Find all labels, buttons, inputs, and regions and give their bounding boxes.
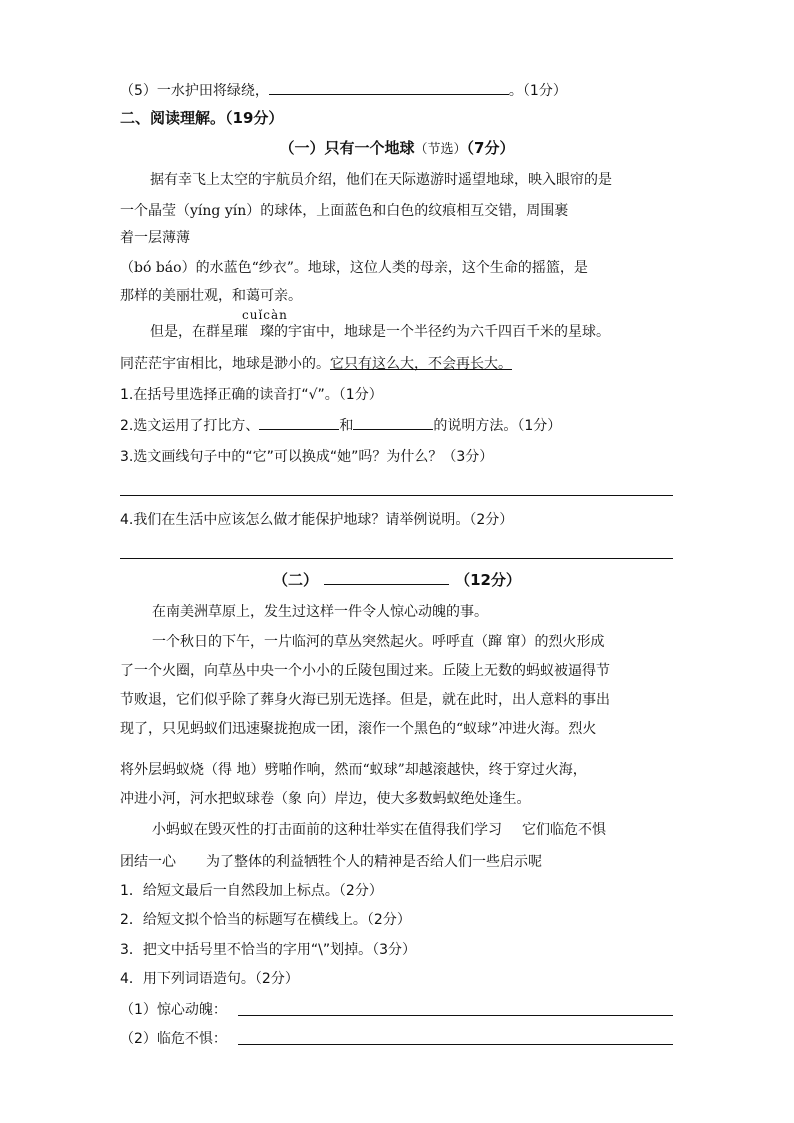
section-title: 二、阅读理解。（19分） [120, 109, 284, 127]
p1-question-4: 4.我们在生活中应该怎么做才能保护地球？请举例说明。（2分） [120, 512, 514, 528]
passage-2-title [0, 570, 794, 590]
passage-text: 团结一心 [120, 854, 176, 870]
passage-1-line: 据有幸飞上太空的宇航员介绍，他们在天际遨游时遥望地球，映入眼帘的是 [150, 172, 612, 188]
passage-1-score: （7分） [466, 139, 515, 157]
pinyin-annotation: cuǐcàn [242, 308, 288, 322]
title-blank[interactable] [324, 570, 449, 585]
passage-text: 的宇宙中，地球是一个半径约为六千四百千米的星球。 [274, 324, 610, 340]
p2-question-4-2 [120, 1029, 227, 1049]
p1-question-1: 1.在括号里选择正确的读音打“√”。（1分） [120, 387, 383, 403]
passage-2-line: 现了，只见蚂蚁们迅速聚拢抱成一团，滚作一个黑色的“蚁球”冲进火海。烈火 [120, 721, 597, 737]
question-text: 2.选文运用了打比方、 [120, 418, 260, 434]
p2-question-4: 4．用下列词语造句。（2分） [120, 971, 299, 987]
passage-2-line [120, 852, 542, 872]
question-text: （2）临危不惧： [120, 1031, 227, 1047]
answer-blank[interactable] [259, 415, 339, 430]
answer-line[interactable] [238, 1015, 673, 1016]
passage-2-line: 了一个火圈，向草丛中央一个小小的丘陵包围过来。丘陵上无数的蚂蚁被逼得节 [120, 663, 610, 679]
p1-question-3: 3.选文画线句子中的“它”可以换成“她”吗？为什么？（3分） [120, 449, 494, 465]
passage-1-title-note: （节选） [414, 142, 467, 157]
passage-text: 同茫茫宇宙相比，地球是渺小的。 [120, 356, 330, 372]
passage-2-line [152, 820, 606, 840]
passage-2-line: 将外层蚂蚁烧（得 地）劈啪作响，然而“蚁球”却越滚越快，终于穿过火海， [120, 762, 587, 778]
p2-question-2: 2．给短文拟个恰当的标题写在横线上。（2分） [120, 912, 411, 928]
passage-1-line: （bó báo）的水蓝色“纱衣”。地球，这位人类的母亲，这个生命的摇篮，是 [120, 260, 588, 276]
answer-blank[interactable] [353, 415, 433, 430]
question-text: （1）惊心动魄： [120, 1002, 227, 1018]
answer-blank[interactable] [269, 80, 509, 95]
passage-text: 小蚂蚁在毁灭性的打击面前的这种壮举实在值得我们学习 [152, 822, 502, 838]
question-5-score: 。（1分） [508, 83, 567, 99]
passage-1-line: 着一层薄薄 [120, 230, 190, 246]
passage-text: 它们临危不惧 [522, 822, 606, 838]
answer-line[interactable] [120, 495, 673, 496]
underlined-sentence: 它只有这么大，不会再长大。 [330, 356, 512, 372]
passage-2-line: 节败退，它们似乎除了葬身火海已别无选择。但是，就在此时，出人意料的事出 [120, 692, 610, 708]
passage-text: 璀 [234, 324, 248, 340]
passage-2-line: 在南美洲草原上，发生过这样一件令人惊心动魄的事。 [152, 604, 488, 620]
passage-2-line: 一个秋日的下午，一片临河的草丛突然起火。呼呼直（蹿 窜）的烈火形成 [152, 634, 605, 650]
passage-2-title-num: （二） [273, 571, 319, 589]
passage-1-line: 一个晶莹（yíng yín）的球体，上面蓝色和白色的纹痕相互交错，周围裹 [120, 203, 569, 219]
question-5-text: （5）一水护田将绿绕， [120, 83, 269, 99]
question-text: 的说明方法。（1分） [433, 418, 562, 434]
passage-1-title-text: （一）只有一个地球 [279, 139, 415, 157]
question-text: 和 [339, 418, 354, 434]
passage-1-line [120, 354, 512, 374]
passage-2-line: 冲进小河，河水把蚁球卷（象 向）岸边，使大多数蚂蚁绝处逢生。 [120, 791, 531, 807]
answer-line[interactable] [238, 1044, 673, 1045]
p1-question-2 [120, 415, 561, 436]
passage-1-line: 那样的美丽壮观，和蔼可亲。 [120, 288, 302, 304]
p2-question-1: 1．给短文最后一自然段加上标点。（2分） [120, 883, 383, 899]
passage-text: 为了整体的利益牺牲个人的精神是否给人们一些启示呢 [206, 854, 542, 870]
passage-text: 璨 [260, 324, 274, 340]
passage-1-line [150, 322, 610, 342]
passage-text: 但是，在群星 [150, 324, 234, 340]
passage-1-title [0, 138, 794, 160]
question-5 [120, 80, 567, 101]
passage-2-score: （12分） [455, 571, 521, 589]
p2-question-4-1 [120, 1000, 227, 1020]
answer-line[interactable] [120, 558, 673, 559]
p2-question-3: 3．把文中括号里不恰当的字用“\”划掉。（3分） [120, 942, 417, 958]
